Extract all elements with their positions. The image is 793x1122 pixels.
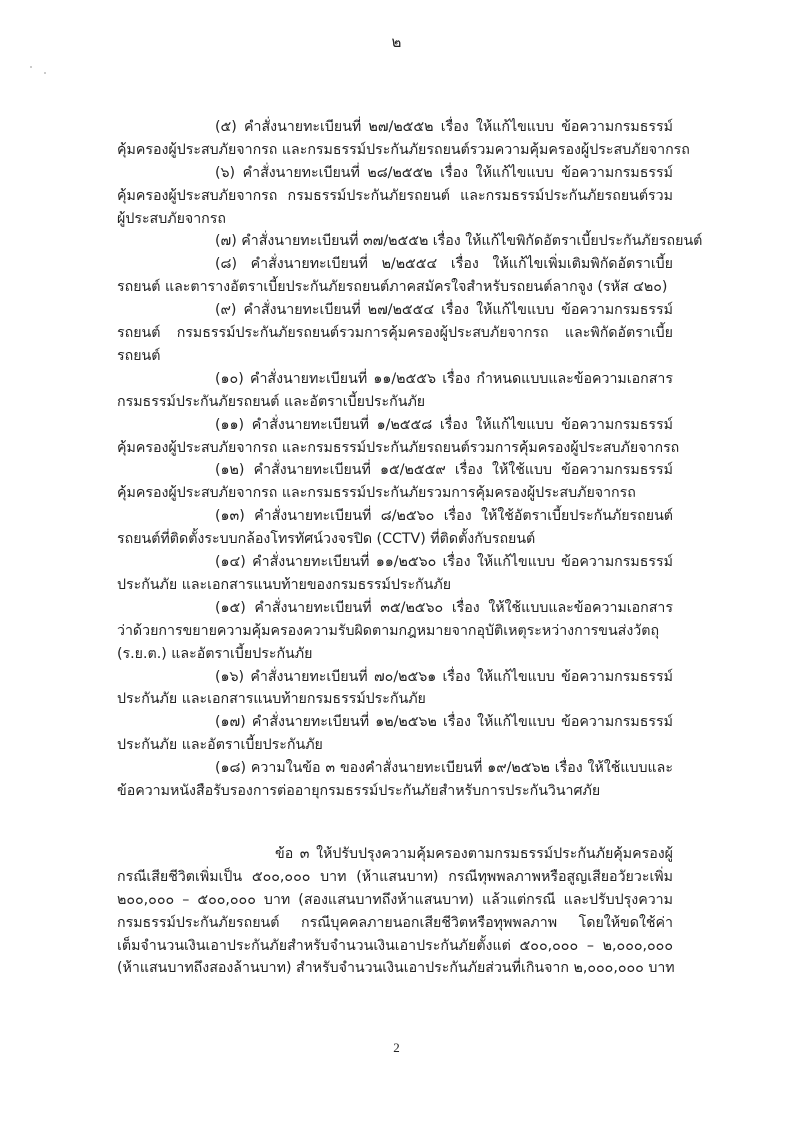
paragraph-first-line: (๑๔) คำสั่งนายทะเบียนที่ ๑๑/๒๕๖๐ เรื่อง ให้แก้ไขแบบ ข้อความกรมธรรม์ (215, 554, 673, 571)
paragraph-first-line: (๖) คำสั่งนายทะเบียนที่ ๒๘/๒๕๕๒ เรื่อง ให้แก้ไขแบบ ข้อความกรมธรรม์ (215, 164, 673, 181)
paragraph-first-line: (๕) คำสั่งนายทะเบียนที่ ๒๗/๒๕๕๒ เรื่อง ให้แก้ไขแบบ ข้อความกรมธรรม์ (215, 119, 673, 135)
paragraph-line: ๒๐๐,๐๐๐ – ๕๐๐,๐๐๐ บาท (สองแสนบาทถึงห้าแสนบาท) แล้วแต่กรณี และปรับปรุงความ (117, 891, 673, 908)
order-item (117, 551, 673, 597)
paragraph-first-line: (๑๕) คำสั่งนายทะเบียนที่ ๓๕/๒๕๖๐ เรื่อง ให้ใช้แบบและข้อความเอกสาร (215, 599, 673, 616)
paragraph-first-line: (๙) คำสั่งนายทะเบียนที่ ๒๗/๒๕๕๔ เรื่อง ให้แก้ไขแบบ ข้อความกรมธรรม์ (215, 302, 673, 319)
paragraph-line: ประกันภัย และเอกสารแนบท้ายของกรมธรรม์ประกันภัย (117, 576, 452, 593)
page-footer-number: 2 (393, 1040, 400, 1055)
paragraph-first-line: (๑๖) คำสั่งนายทะเบียนที่ ๗๐/๒๕๖๑ เรื่อง ให้แก้ไขแบบ ข้อความกรมธรรม์ (215, 668, 673, 685)
paragraph-line: กรมธรรม์ประกันภัยรถยนต์ และอัตราเบี้ยประกันภัย (117, 393, 426, 410)
paragraph-line: รถยนต์ที่ติดตั้งระบบกล้องโทรทัศน์วงจรปิด (CCTV) ที่ติดตั้งกับรถยนต์ (117, 531, 536, 548)
order-item (117, 459, 673, 505)
paragraph-line: (ร.ย.ต.) และอัตราเบี้ยประกันภัย (117, 645, 313, 662)
paragraph-line: รถยนต์ (117, 347, 161, 364)
paragraph-line: กรมธรรม์ประกันภัยรถยนต์ กรณีบุคคลภายนอกเสียชีวิตหรือทุพพลภาพ โดยให้ขดใช้ค่า (117, 914, 673, 931)
paragraph-line: เต็มจำนวนเงินเอาประกันภัยสำหรับจำนวนเงินเอาประกันภัยตั้งแต่ ๕๐๐,๐๐๐ – ๒,๐๐๐,๐๐๐ (117, 937, 673, 954)
order-item (117, 253, 673, 299)
paragraph-line: (ห้าแสนบาทถึงสองล้านบาท) สำหรับจำนวนเงินเอาประกันภัยส่วนที่เกินจาก ๒,๐๐๐,๐๐๐ บาท (117, 960, 675, 977)
order-item (117, 757, 673, 803)
order-item (117, 116, 690, 162)
paragraph-first-line: (๗) คำสั่งนายทะเบียนที่ ๓๗/๒๕๕๒ เรื่อง ให้แก้ไขพิกัดอัตราเบี้ยประกันภัยรถยนต์ (215, 233, 703, 250)
paragraph-line: รถยนต์ และตารางอัตราเบี้ยประกันภัยรถยนต์ภาคสมัครใจสำหรับรถยนต์ลากจูง (รหัส ๔๒๐) (117, 279, 668, 296)
order-item (117, 666, 673, 712)
paragraph-line: คุ้มครองผู้ประสบภัยจากรถ กรมธรรม์ประกันภัยรถยนต์ และกรมธรรม์ประกันภัยรถยนต์รวม (117, 187, 673, 204)
paragraph-line: คุ้มครองผู้ประสบภัยจากรถ และกรมธรรม์ประกันภัยรวมการคุ้มครองผู้ประสบภัยจากรถ (117, 485, 636, 502)
paragraph-first-line: (๘) คำสั่งนายทะเบียนที่ ๒/๒๕๕๔ เรื่อง ให้แก้ไขเพิ่มเติมพิกัดอัตราเบี้ย (215, 256, 673, 273)
paragraph-first-line: ข้อ ๓ ให้ปรับปรุงความคุ้มครองตามกรมธรรม์ประกันภัยคุ้มครองผู้ (275, 846, 673, 862)
paragraph-first-line: (๑๘) ความในข้อ ๓ ของคำสั่งนายทะเบียนที่ ๑๙/๒๕๖๒ เรื่อง ให้ใช้แบบและ (215, 760, 673, 777)
order-item (117, 597, 673, 666)
order-item (117, 368, 673, 414)
paragraph-line: ประกันภัย และเอกสารแนบท้ายกรมธรรม์ประกันภัย (117, 691, 426, 708)
order-item (117, 162, 673, 231)
page-header-number: ๒ (391, 33, 402, 51)
paragraph-line: ประกันภัย และอัตราเบี้ยประกันภัย (117, 737, 323, 754)
clause-paragraph (117, 843, 673, 980)
paragraph-line: ผู้ประสบภัยจากรถ (117, 210, 226, 227)
scan-speck (30, 66, 32, 68)
paragraph-line: ข้อความหนังสือรับรองการต่ออายุกรมธรรม์ประกันภัยสำหรับการประกันวินาศภัย (117, 783, 601, 800)
paragraph-first-line: (๑๗) คำสั่งนายทะเบียนที่ ๑๒/๒๕๖๒ เรื่อง ให้แก้ไขแบบ ข้อความกรมธรรม์ (215, 714, 673, 731)
paragraph-line: ว่าด้วยการขยายความคุ้มครองความรับผิดตามกฎหมายจากอุบัติเหตุระหว่างการขนส่งวัตถุ (117, 622, 660, 639)
order-item (117, 299, 673, 368)
paragraph-line: รถยนต์ กรมธรรม์ประกันภัยรถยนต์รวมการคุ้มครองผู้ประสบภัยจากรถ และพิกัดอัตราเบี้ย (117, 325, 673, 342)
paragraph-line: คุ้มครองผู้ประสบภัยจากรถ และกรมธรรม์ประกันภัยรถยนต์รวมความคุ้มครองผู้ประสบภัยจากรถ (117, 141, 690, 158)
order-item (117, 505, 673, 551)
paragraph-first-line: (๑๒) คำสั่งนายทะเบียนที่ ๑๕/๒๕๕๙ เรื่อง ให้ใช้แบบ ข้อความกรมธรรม์ (215, 462, 673, 479)
clause-3 (117, 843, 673, 980)
order-item (117, 414, 680, 460)
paragraph-first-line: (๑๓) คำสั่งนายทะเบียนที่ ๘/๒๕๖๐ เรื่อง ให้ใช้อัตราเบี้ยประกันภัยรถยนต์ (215, 508, 673, 525)
paragraph-first-line: (๑๑) คำสั่งนายทะเบียนที่ ๑/๒๕๕๘ เรื่อง ให้แก้ไขแบบ ข้อความกรมธรรม์ (215, 416, 673, 433)
paragraph-line: คุ้มครองผู้ประสบภัยจากรถ และกรมธรรม์ประกันภัยรถยนต์รวมการคุ้มครองผู้ประสบภัยจากรถ (117, 439, 680, 456)
paragraph-line: กรณีเสียชีวิตเพิ่มเป็น ๕๐๐,๐๐๐ บาท (ห้าแสนบาท) กรณีทุพพลภาพหรือสูญเสียอวัยวะเพิ่ม (117, 868, 673, 885)
paragraph-first-line: (๑๐) คำสั่งนายทะเบียนที่ ๑๑/๒๕๕๖ เรื่อง กำหนดแบบและข้อความเอกสาร (215, 370, 673, 387)
order-item (117, 230, 703, 253)
order-item (117, 711, 673, 757)
order-list (117, 116, 703, 803)
scan-speck (44, 72, 46, 74)
